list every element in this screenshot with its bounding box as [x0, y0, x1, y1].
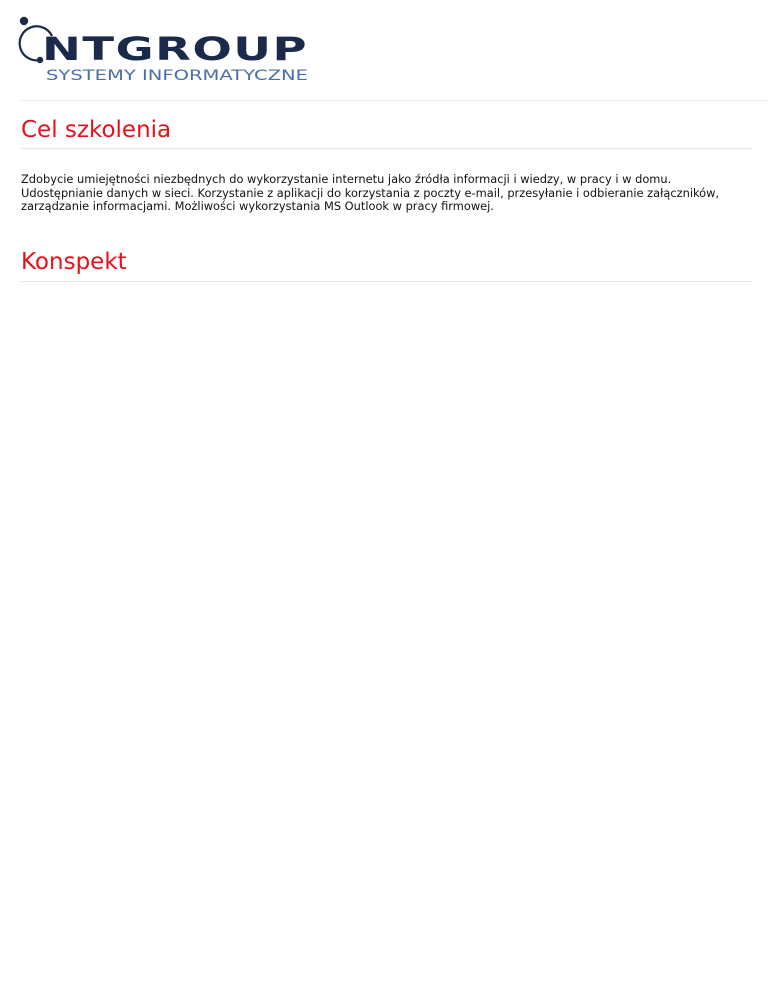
- section-title-goal: Cel szkolenia: [21, 117, 172, 143]
- header-divider: [20, 100, 768, 101]
- section-divider-goal: [21, 148, 752, 149]
- ntgroup-logo: [16, 14, 316, 86]
- section-divider-outline: [21, 281, 752, 282]
- logo-brand-text: NTGROUP: [42, 30, 308, 68]
- logo-tagline: SYSTEMY INFORMATYCZNE: [46, 68, 308, 84]
- goal-paragraph: Zdobycie umiejętności niezbędnych do wykorzystanie internetu jako źródła informacji i wiedzy, w pracy i w domu. Udostępnianie danych w sieci. Korzystanie z aplikacji do korzystania z poczty e-mail, przesyłanie i odbieranie załączników, zarządzanie informacjami. Możliwości wykorzystania MS Outlook w pracy firmowej.: [21, 172, 720, 213]
- section-title-outline: Konspekt: [21, 249, 127, 275]
